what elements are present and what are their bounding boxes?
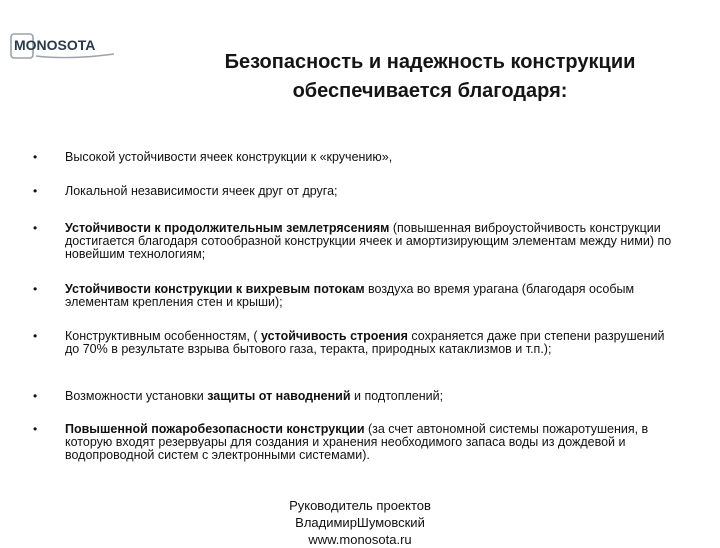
- bullet: •: [33, 422, 38, 436]
- footer-website-link[interactable]: www.monosota.ru: [308, 532, 412, 547]
- monosota-logo-graphic: [10, 30, 128, 62]
- footer-contact: [245, 497, 475, 548]
- footer-role: Руководитель проектов: [289, 498, 431, 513]
- page-title: [160, 48, 700, 106]
- bullet: •: [33, 184, 38, 198]
- bullet: •: [33, 221, 38, 235]
- list-item-text: Устойчивости к продолжительным землетрясениям (повышенная виброустойчивость конструкции достигается благодаря сотообразной конструкции ячеек и амортизирующим элементам между ними) по новейшим технологиям;: [65, 221, 672, 261]
- list-item-text: Повышенной пожаробезопасности конструкции (за счет автономной системы пожаротушения, в которую входят резервуары для создания и хранения необходимого запаса воды из дождевой и водопроводной систем с электронными системами).: [65, 422, 649, 462]
- page-title-line-1: Безопасность и надежность конструкции: [224, 51, 636, 73]
- list-item-text: Конструктивным особенностям, ( устойчивость строения сохраняется даже при степени разрушений до 70% в результате взрыва бытового газа, теракта, природных катаклизмов и т.п.);: [65, 329, 665, 356]
- list-item-text: Локальной независимости ячеек друг от друга;: [65, 184, 338, 198]
- list-item-text: Устойчивости конструкции к вихревым потокам воздуха во время урагана (благодаря особым элементам крепления стен и крыши);: [65, 282, 635, 309]
- logo-text: MONOSOTA: [14, 37, 96, 53]
- bullet: •: [33, 150, 38, 164]
- bullet: •: [33, 389, 38, 403]
- monosota-logo: [10, 30, 128, 62]
- page-title-line-2: обеспечивается благодаря:: [292, 80, 568, 102]
- bullet: •: [33, 329, 38, 343]
- footer-name: ВладимирШумовский: [295, 515, 425, 530]
- list-item-text: Высокой устойчивости ячеек конструкции к «кручению»,: [65, 150, 393, 164]
- list-item-text: Возможности установки защиты от наводнений и подтоплений;: [65, 389, 444, 403]
- bullet: •: [33, 282, 38, 296]
